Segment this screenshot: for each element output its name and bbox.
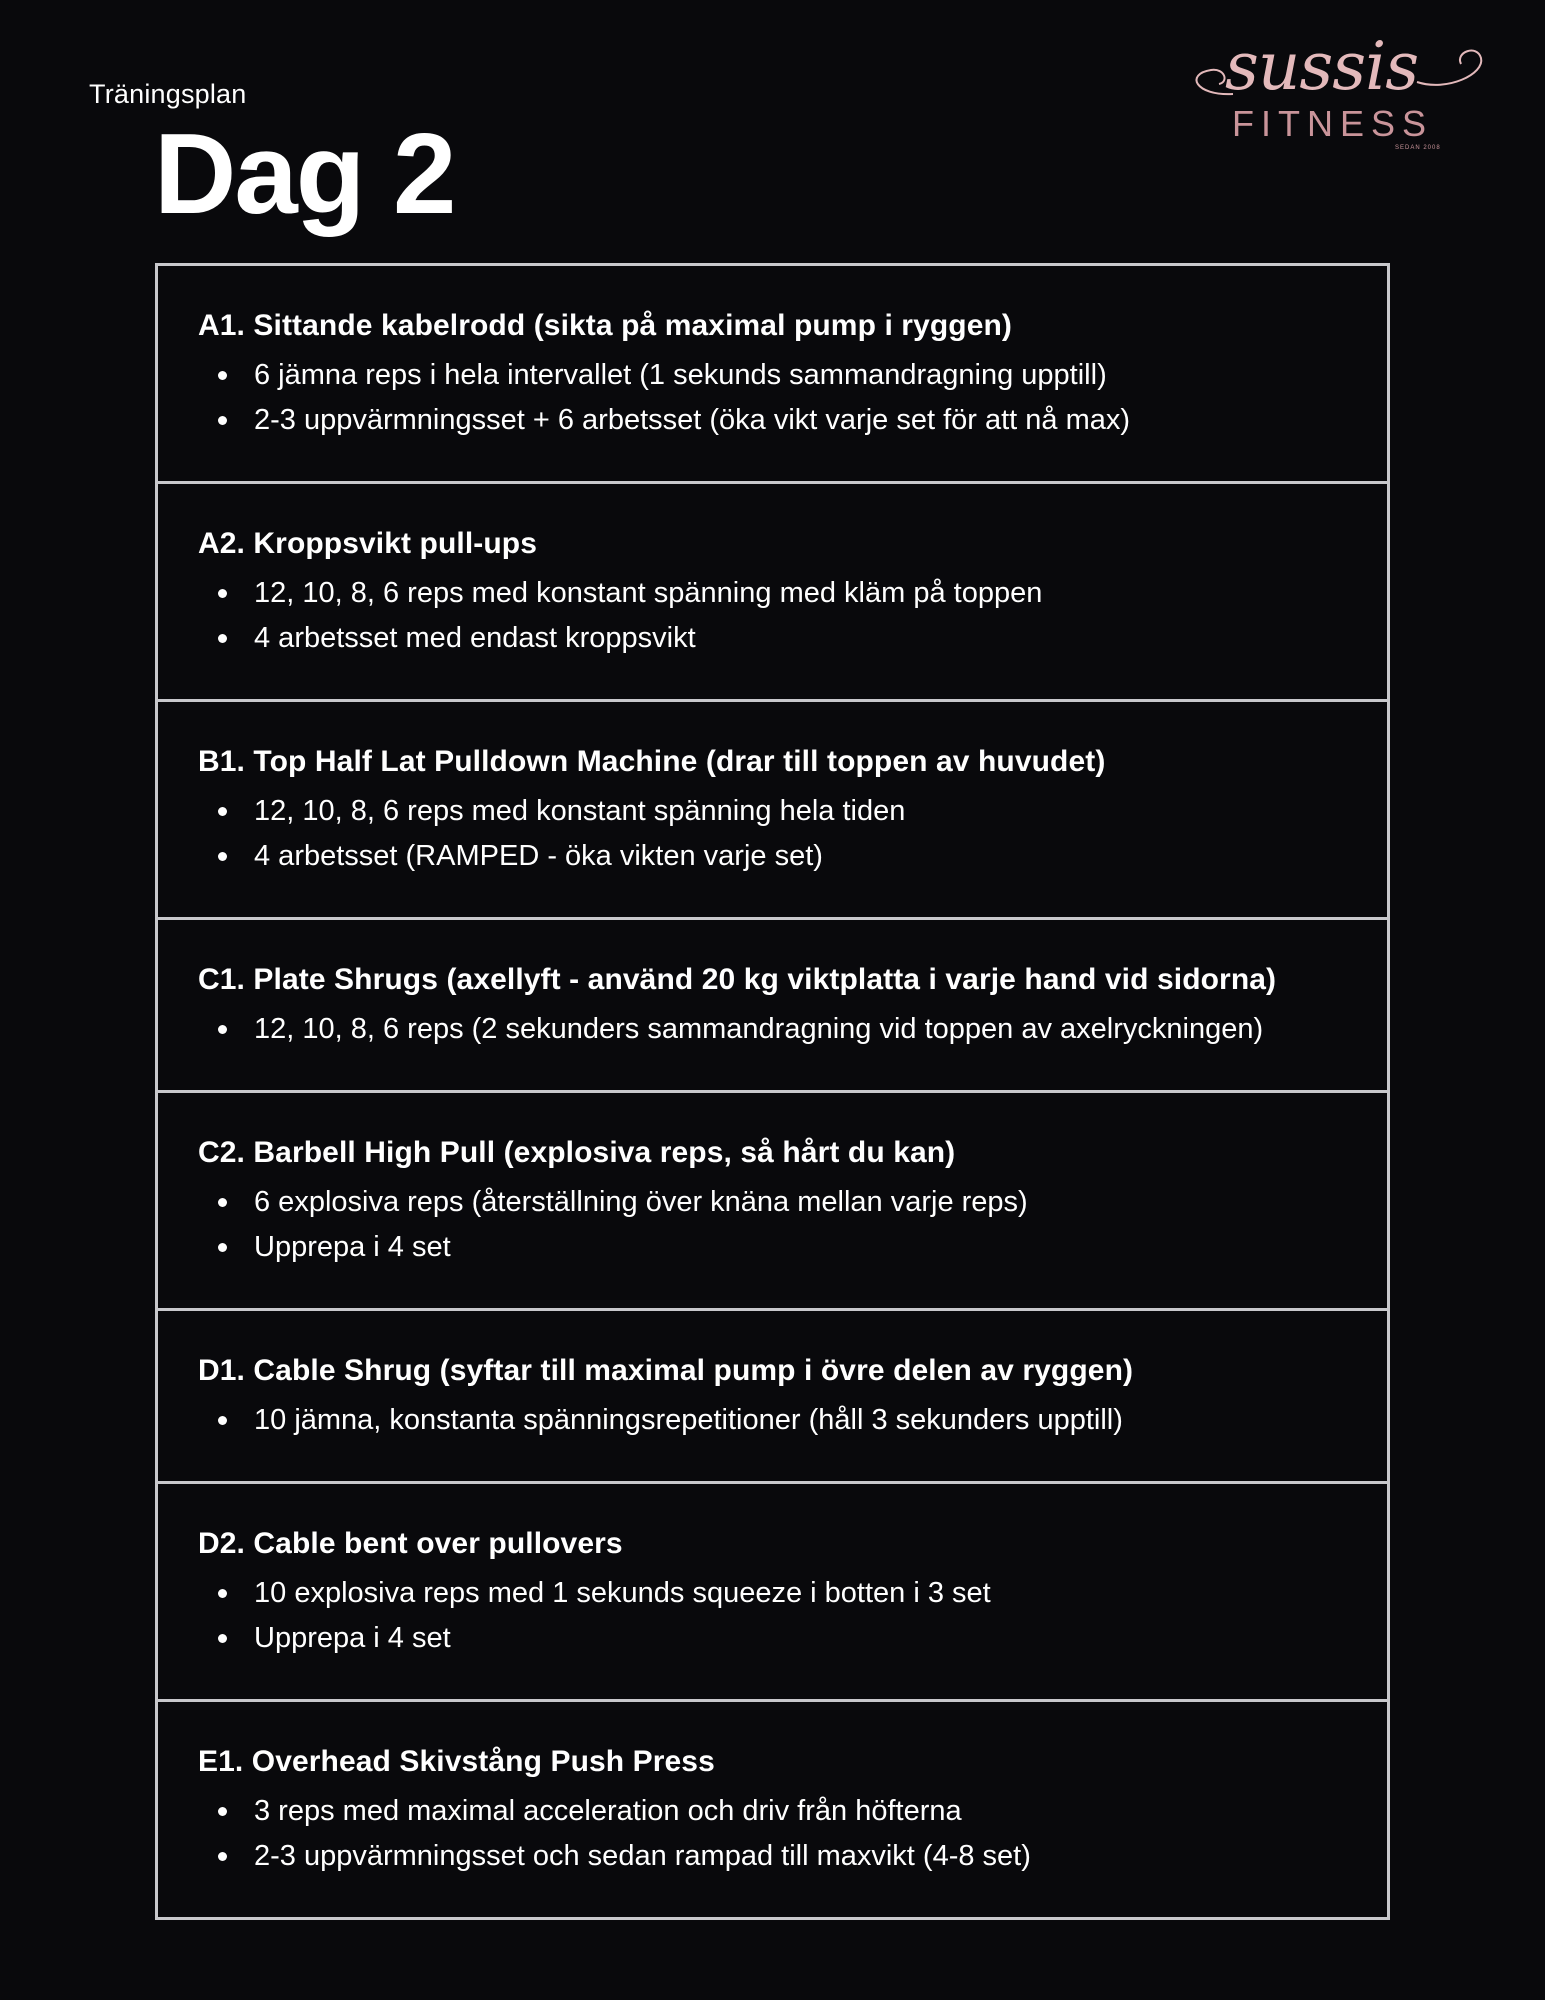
exercise-detail-text: 3 reps med maximal acceleration och driv från höfterna xyxy=(254,1795,962,1827)
exercise-name: D1. Cable Shrug (syftar till maximal pump i övre delen av ryggen) xyxy=(198,1354,1134,1387)
exercise-detail-text: 12, 10, 8, 6 reps med konstant spänning hela tiden xyxy=(254,795,906,827)
exercise-details xyxy=(198,1789,1387,1879)
exercise-name: D2. Cable bent over pullovers xyxy=(198,1527,623,1560)
exercise-details xyxy=(198,789,1387,879)
exercise-detail-text: 12, 10, 8, 6 reps (2 sekunders sammandragning vid toppen av axelryckningen) xyxy=(254,1013,1264,1045)
exercise-name: B1. Top Half Lat Pulldown Machine (drar till toppen av huvudet) xyxy=(198,745,1106,778)
exercise-details xyxy=(198,1007,1387,1052)
exercise-details xyxy=(198,571,1387,661)
exercise-detail-item xyxy=(198,1789,1387,1834)
bullet-icon xyxy=(218,1416,227,1425)
bullet-icon xyxy=(218,416,227,425)
exercise-table xyxy=(155,263,1390,1920)
exercise-row xyxy=(158,484,1387,702)
bullet-icon xyxy=(218,1634,227,1643)
page-subtitle: Träningsplan xyxy=(89,79,247,109)
exercise-row xyxy=(158,920,1387,1093)
exercise-detail-text: 2-3 uppvärmningsset och sedan rampad till maxvikt (4-8 set) xyxy=(254,1840,1031,1872)
exercise-row xyxy=(158,702,1387,920)
bullet-icon xyxy=(218,1807,227,1816)
exercise-detail-item xyxy=(198,834,1387,879)
exercise-detail-text: 4 arbetsset med endast kroppsvikt xyxy=(254,622,696,654)
exercise-detail-item xyxy=(198,1398,1387,1443)
bullet-icon xyxy=(218,807,227,816)
bullet-icon xyxy=(218,1852,227,1861)
exercise-detail-item xyxy=(198,1225,1387,1270)
exercise-detail-text: 10 jämna, konstanta spänningsrepetitioner (håll 3 sekunders upptill) xyxy=(254,1404,1123,1436)
exercise-detail-text: 6 jämna reps i hela intervallet (1 sekunds sammandragning upptill) xyxy=(254,359,1107,391)
exercise-detail-text: 4 arbetsset (RAMPED - öka vikten varje set) xyxy=(254,840,823,872)
bullet-icon xyxy=(218,634,227,643)
exercise-detail-item xyxy=(198,1007,1387,1052)
exercise-name: E1. Overhead Skivstång Push Press xyxy=(198,1745,715,1778)
page-title: Dag 2 xyxy=(154,111,455,238)
exercise-details xyxy=(198,353,1387,443)
exercise-detail-item xyxy=(198,616,1387,661)
exercise-detail-text: 10 explosiva reps med 1 sekunds squeeze i botten i 3 set xyxy=(254,1577,991,1609)
brand-logo xyxy=(1185,28,1485,160)
exercise-detail-text: 12, 10, 8, 6 reps med konstant spänning med kläm på toppen xyxy=(254,577,1043,609)
bullet-icon xyxy=(218,589,227,598)
exercise-details xyxy=(198,1398,1387,1443)
exercise-detail-item xyxy=(198,1834,1387,1879)
exercise-row xyxy=(158,266,1387,484)
bullet-icon xyxy=(218,1243,227,1252)
logo-tagline: SEDAN 2008 xyxy=(1395,145,1441,151)
exercise-detail-item xyxy=(198,1616,1387,1661)
exercise-row xyxy=(158,1093,1387,1311)
logo-wordmark: FITNESS xyxy=(1232,103,1434,144)
bullet-icon xyxy=(218,1198,227,1207)
exercise-name: C2. Barbell High Pull (explosiva reps, så hårt du kan) xyxy=(198,1136,956,1169)
bullet-icon xyxy=(218,852,227,861)
bullet-icon xyxy=(218,1589,227,1598)
exercise-detail-item xyxy=(198,1571,1387,1616)
exercise-detail-item xyxy=(198,353,1387,398)
exercise-detail-item xyxy=(198,1180,1387,1225)
exercise-name: A2. Kroppsvikt pull-ups xyxy=(198,527,537,560)
exercise-row xyxy=(158,1311,1387,1484)
exercise-detail-text: Upprepa i 4 set xyxy=(254,1231,451,1263)
exercise-name: C1. Plate Shrugs (axellyft - använd 20 kg viktplatta i varje hand vid sidorna) xyxy=(198,963,1277,996)
bullet-icon xyxy=(218,1025,227,1034)
exercise-name: A1. Sittande kabelrodd (sikta på maximal pump i ryggen) xyxy=(198,309,1013,342)
logo-script: sussis xyxy=(1225,28,1419,105)
exercise-details xyxy=(198,1571,1387,1661)
exercise-detail-text: 6 explosiva reps (återställning över knäna mellan varje reps) xyxy=(254,1186,1028,1218)
exercise-row xyxy=(158,1484,1387,1702)
exercise-row xyxy=(158,1702,1387,1917)
exercise-detail-item xyxy=(198,398,1387,443)
exercise-details xyxy=(198,1180,1387,1270)
exercise-detail-text: Upprepa i 4 set xyxy=(254,1622,451,1654)
bullet-icon xyxy=(218,371,227,380)
exercise-detail-item xyxy=(198,789,1387,834)
exercise-detail-text: 2-3 uppvärmningsset + 6 arbetsset (öka vikt varje set för att nå max) xyxy=(254,404,1131,436)
exercise-detail-item xyxy=(198,571,1387,616)
